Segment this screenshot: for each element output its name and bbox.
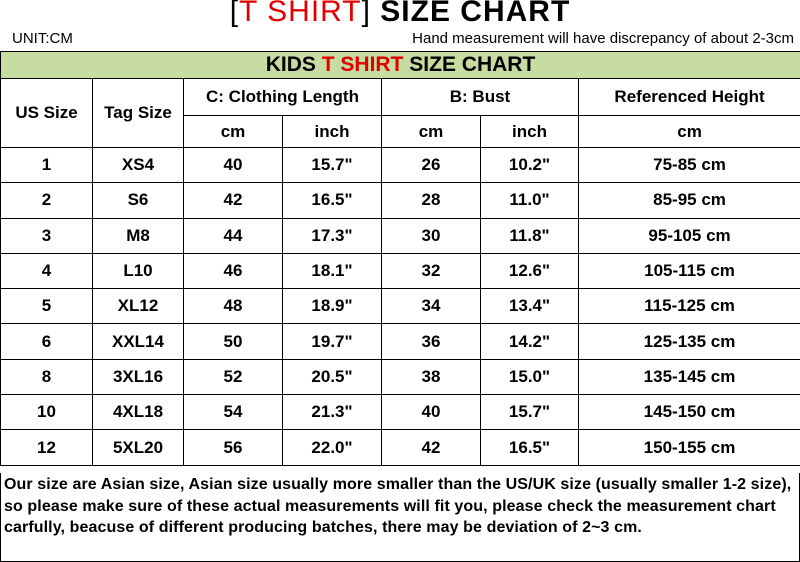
table-row (1, 183, 800, 218)
table-row (1, 430, 800, 465)
subheader-bust-inch: inch (481, 116, 579, 148)
band-post: SIZE CHART (403, 53, 536, 76)
title-close-bracket: ] (361, 0, 371, 28)
title-open-bracket: [ (229, 0, 240, 28)
cell-us-size: 4 (1, 253, 93, 288)
header-clothing-length: C: Clothing Length (184, 79, 382, 116)
table-row (1, 359, 800, 394)
cell-tag-size: M8 (93, 218, 184, 253)
cell-us-size: 1 (1, 148, 93, 183)
cell-height: 115-125 cm (579, 289, 800, 324)
header-referenced-height: Referenced Height (579, 79, 800, 116)
cell-us-size: 2 (1, 183, 93, 218)
cell-length-cm: 44 (184, 218, 283, 253)
cell-length-cm: 42 (184, 183, 283, 218)
cell-bust-inch: 15.0" (481, 359, 579, 394)
cell-height: 85-95 cm (579, 183, 800, 218)
title-rest: SIZE CHART (380, 0, 571, 28)
cell-bust-inch: 12.6" (481, 253, 579, 288)
cell-bust-inch: 10.2" (481, 148, 579, 183)
cell-length-inch: 18.9" (283, 289, 382, 324)
cell-tag-size: 5XL20 (93, 430, 184, 465)
cell-length-cm: 46 (184, 253, 283, 288)
size-table (0, 51, 800, 466)
cell-length-inch: 19.7" (283, 324, 382, 359)
table-band-title (1, 52, 800, 79)
cell-bust-inch: 13.4" (481, 289, 579, 324)
table-row (1, 324, 800, 359)
cell-bust-inch: 16.5" (481, 430, 579, 465)
cell-tag-size: 4XL18 (93, 395, 184, 430)
cell-us-size: 5 (1, 289, 93, 324)
cell-tag-size: XL12 (93, 289, 184, 324)
cell-length-inch: 16.5" (283, 183, 382, 218)
cell-tag-size: XS4 (93, 148, 184, 183)
cell-us-size: 8 (1, 359, 93, 394)
cell-bust-cm: 42 (382, 430, 481, 465)
subheader-bust-cm: cm (382, 116, 481, 148)
cell-height: 145-150 cm (579, 395, 800, 430)
band-pre: KIDS (265, 53, 322, 76)
cell-length-cm: 50 (184, 324, 283, 359)
cell-tag-size: XXL14 (93, 324, 184, 359)
unit-label: UNIT:CM (12, 30, 73, 47)
cell-bust-inch: 14.2" (481, 324, 579, 359)
cell-bust-inch: 11.8" (481, 218, 579, 253)
cell-bust-inch: 11.0" (481, 183, 579, 218)
cell-bust-cm: 26 (382, 148, 481, 183)
cell-height: 150-155 cm (579, 430, 800, 465)
cell-length-cm: 40 (184, 148, 283, 183)
cell-bust-cm: 36 (382, 324, 481, 359)
page-title (0, 0, 800, 30)
cell-height: 75-85 cm (579, 148, 800, 183)
cell-us-size: 10 (1, 395, 93, 430)
cell-length-cm: 54 (184, 395, 283, 430)
table-row (1, 253, 800, 288)
table-row (1, 218, 800, 253)
cell-tag-size: S6 (93, 183, 184, 218)
cell-height: 105-115 cm (579, 253, 800, 288)
header-us-size: US Size (1, 79, 93, 148)
cell-length-inch: 17.3" (283, 218, 382, 253)
cell-length-cm: 56 (184, 430, 283, 465)
cell-bust-cm: 34 (382, 289, 481, 324)
cell-length-inch: 20.5" (283, 359, 382, 394)
header-bust: B: Bust (382, 79, 579, 116)
cell-height: 125-135 cm (579, 324, 800, 359)
cell-bust-inch: 15.7" (481, 395, 579, 430)
cell-bust-cm: 32 (382, 253, 481, 288)
subheader-length-cm: cm (184, 116, 283, 148)
cell-height: 135-145 cm (579, 359, 800, 394)
cell-length-inch: 15.7" (283, 148, 382, 183)
measurement-note: Hand measurement will have discrepancy of about 2-3cm (412, 30, 794, 47)
cell-bust-cm: 40 (382, 395, 481, 430)
cell-us-size: 6 (1, 324, 93, 359)
cell-tag-size: 3XL16 (93, 359, 184, 394)
cell-length-cm: 48 (184, 289, 283, 324)
cell-us-size: 12 (1, 430, 93, 465)
cell-us-size: 3 (1, 218, 93, 253)
table-row (1, 289, 800, 324)
cell-length-inch: 21.3" (283, 395, 382, 430)
band-highlight: T SHIRT (321, 53, 404, 76)
subheader-length-inch: inch (283, 116, 382, 148)
header-tag-size: Tag Size (93, 79, 184, 148)
cell-bust-cm: 30 (382, 218, 481, 253)
title-highlight: T SHIRT (239, 0, 362, 28)
cell-length-inch: 22.0" (283, 430, 382, 465)
subheader-height-cm: cm (579, 116, 800, 148)
cell-height: 95-105 cm (579, 218, 800, 253)
footer-disclaimer: Our size are Asian size, Asian size usually more smaller than the US/UK size (usually smaller 1-2 size), so please make sure of these actual measurements will fit you, please check the measurement chart carfully, beacuse of different producing batches, there may be deviation of 2~3 cm. (0, 473, 800, 562)
table-row (1, 395, 800, 430)
cell-bust-cm: 28 (382, 183, 481, 218)
cell-bust-cm: 38 (382, 359, 481, 394)
table-row (1, 148, 800, 183)
cell-length-cm: 52 (184, 359, 283, 394)
cell-tag-size: L10 (93, 253, 184, 288)
cell-length-inch: 18.1" (283, 253, 382, 288)
